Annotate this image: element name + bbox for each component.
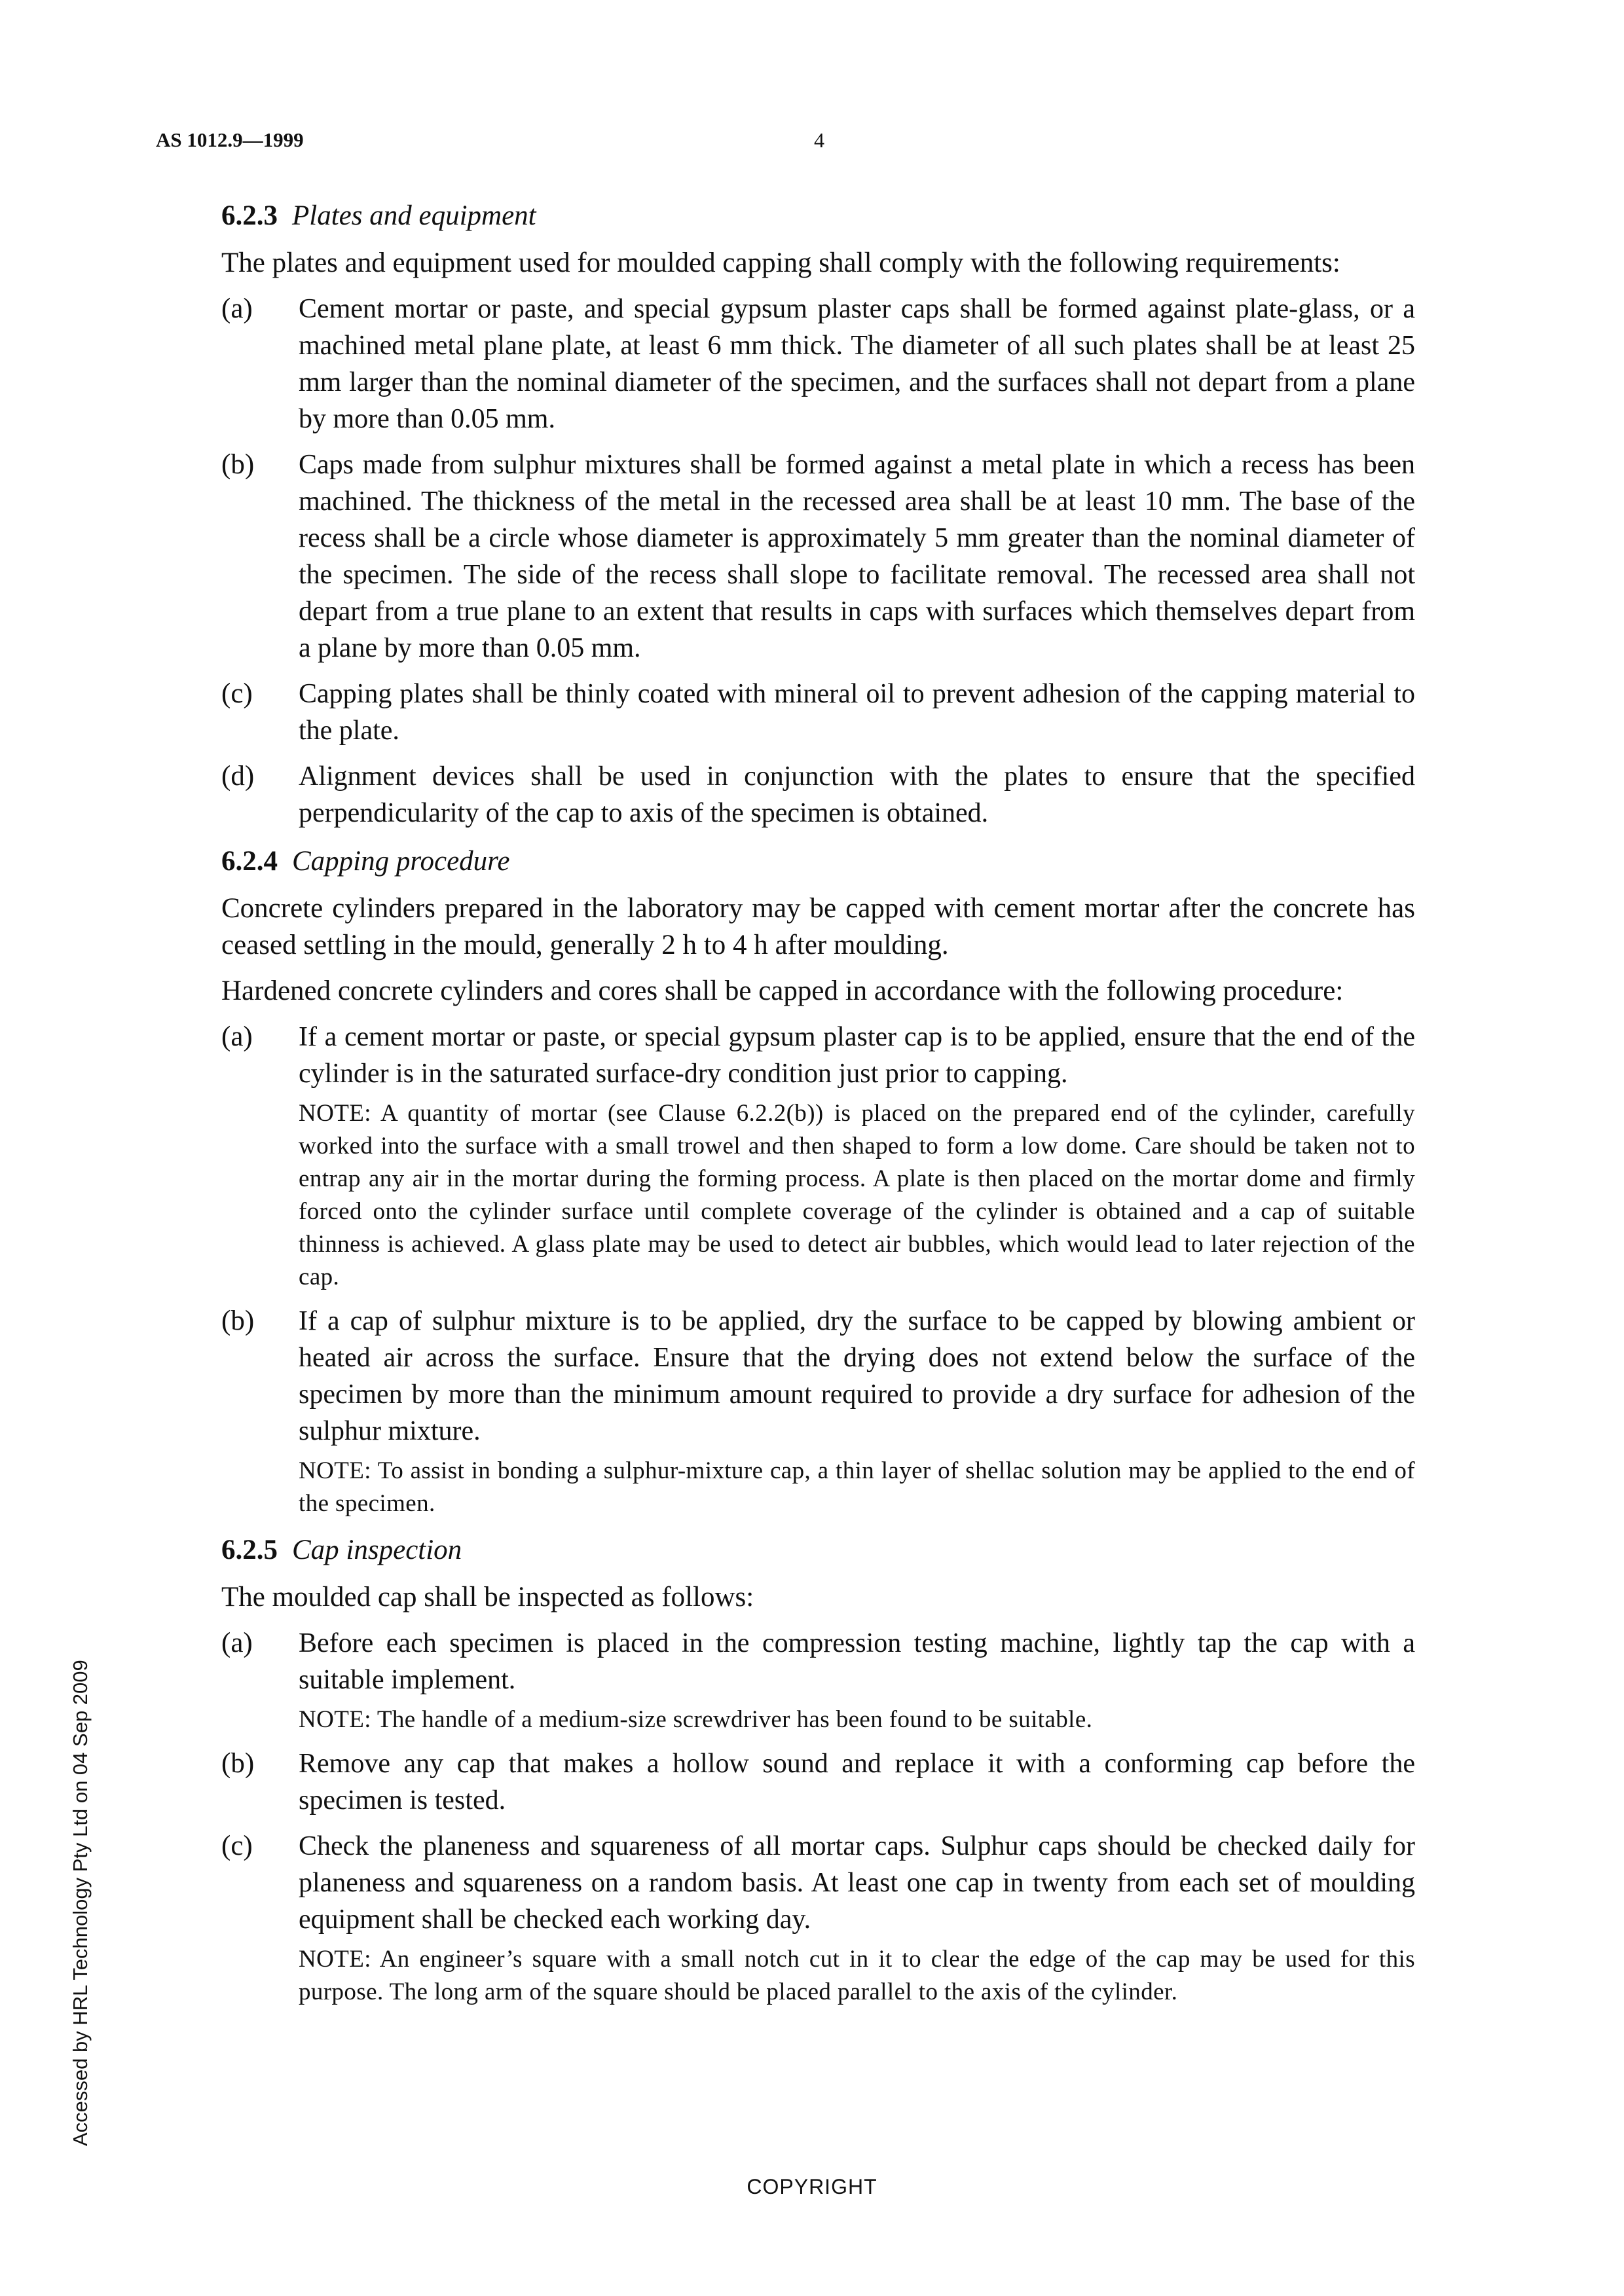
item-text: Remove any cap that makes a hollow sound and replace it with a conforming cap before the specimen is tested. (299, 1749, 1415, 1815)
access-watermark: Accessed by HRL Technology Pty Ltd on 04 Sep 2009 (69, 1660, 92, 2146)
section-heading-6-2-5 (221, 1531, 1415, 1570)
item-note: NOTE: An engineer’s square with a small notch cut in it to clear the edge of the cap may be used for this purpose. The long arm of the square should be placed parallel to the axis of the cylinder. (299, 1946, 1415, 2005)
item-label: (c) (221, 678, 253, 709)
section-number: 6.2.5 (221, 1535, 278, 1565)
section-intro: The plates and equipment used for moulded capping shall comply with the following requirements: (221, 247, 1340, 278)
list-item (221, 1745, 1415, 1819)
section-intro: The moulded cap shall be inspected as follows: (221, 1582, 754, 1613)
item-text: Check the planeness and squareness of all mortar caps. Sulphur caps should be checked daily for planeness and squareness on a random basis. At least one cap in twenty from each set of moulding equipment shall be checked each working day. (299, 1831, 1415, 1935)
section-title: Cap inspection (292, 1535, 462, 1565)
item-note: NOTE: A quantity of mortar (see Clause 6.2.2(b)) is placed on the prepared end of the cylinder, carefully worked into the surface with a small trowel and then shaped to form a low dome. Care should be taken not to entrap any air in the mortar during the forming process. A plate is then placed on the mortar dome and firmly forced onto the cylinder surface until complete coverage of the cylinder is obtained and a cap of suitable thinness is achieved. A glass plate may be used to detect air bubbles, which would lead to later rejection of the cap. (299, 1100, 1415, 1290)
item-text: If a cap of sulphur mixture is to be applied, dry the surface to be capped by blowing ambient or heated air across the surface. Ensure that the drying does not extend below the surface of the specimen by more than the minimum amount required to provide a dry surface for adhesion of the sulphur mixture. (299, 1306, 1415, 1446)
item-text: Caps made from sulphur mixtures shall be formed against a metal plate in which a recess has been machined. The thickness of the metal in the recessed area shall be at least 10 mm. The base of the recess shall be a circle whose diameter is approximately 5 mm greater than the nominal diameter of the specimen. The side of the recess shall slope to facilitate removal. The recessed area shall not depart from a true plane to an extent that results in caps with surfaces which themselves depart from a plane by more than 0.05 mm. (299, 450, 1415, 663)
item-text: Alignment devices shall be used in conjunction with the plates to ensure that the specified perpendicularity of the cap to axis of the specimen is obtained. (299, 761, 1415, 828)
copyright-footer: COPYRIGHT (747, 2175, 877, 2198)
section-heading-6-2-3 (221, 196, 1415, 236)
item-label: (d) (221, 761, 255, 792)
list-item (221, 446, 1415, 666)
item-note: NOTE: The handle of a medium-size screwdriver has been found to be suitable. (299, 1706, 1093, 1733)
item-label: (a) (221, 293, 253, 324)
section-title: Capping procedure (292, 846, 510, 877)
list-item (221, 291, 1415, 437)
list-item (221, 1625, 1415, 1736)
standard-designation: AS 1012.9—1999 (156, 128, 304, 151)
item-text: If a cement mortar or paste, or special gypsum plaster cap is to be applied, ensure that the end of the cylinder is in the saturated surface-dry condition just prior to capping. (299, 1022, 1415, 1089)
section-number: 6.2.4 (221, 846, 278, 877)
item-label: (a) (221, 1021, 253, 1052)
item-note: NOTE: To assist in bonding a sulphur-mixture cap, a thin layer of shellac solution may be applied to the end of the specimen. (299, 1457, 1415, 1517)
document-body (221, 196, 1415, 2018)
item-label: (b) (221, 1305, 255, 1336)
section-number: 6.2.3 (221, 200, 278, 231)
item-label: (c) (221, 1831, 253, 1861)
section-heading-6-2-4 (221, 842, 1415, 881)
item-text: Before each specimen is placed in the compression testing machine, lightly tap the cap with a suitable implement. (299, 1628, 1415, 1695)
section-intro: Concrete cylinders prepared in the laboratory may be capped with cement mortar after the concrete has ceased settling in the mould, generally 2 h to 4 h after moulding. (221, 893, 1415, 960)
item-label: (b) (221, 449, 255, 480)
section-title: Plates and equipment (292, 200, 536, 231)
list-item (221, 1828, 1415, 2009)
item-label: (b) (221, 1748, 255, 1779)
page-number: 4 (814, 128, 824, 152)
section-intro: Hardened concrete cylinders and cores shall be capped in accordance with the following procedure: (221, 975, 1344, 1006)
list-item (221, 758, 1415, 831)
item-label: (a) (221, 1628, 253, 1658)
list-item (221, 1303, 1415, 1520)
list-item (221, 1019, 1415, 1294)
list-item (221, 676, 1415, 749)
item-text: Capping plates shall be thinly coated with mineral oil to prevent adhesion of the capping material to the plate. (299, 679, 1415, 746)
item-text: Cement mortar or paste, and special gypsum plaster caps shall be formed against plate-glass, or a machined metal plane plate, at least 6 mm thick. The diameter of all such plates shall be at least 25 mm larger than the nominal diameter of the specimen, and the surfaces shall not depart from a plane by more than 0.05 mm. (299, 294, 1415, 434)
